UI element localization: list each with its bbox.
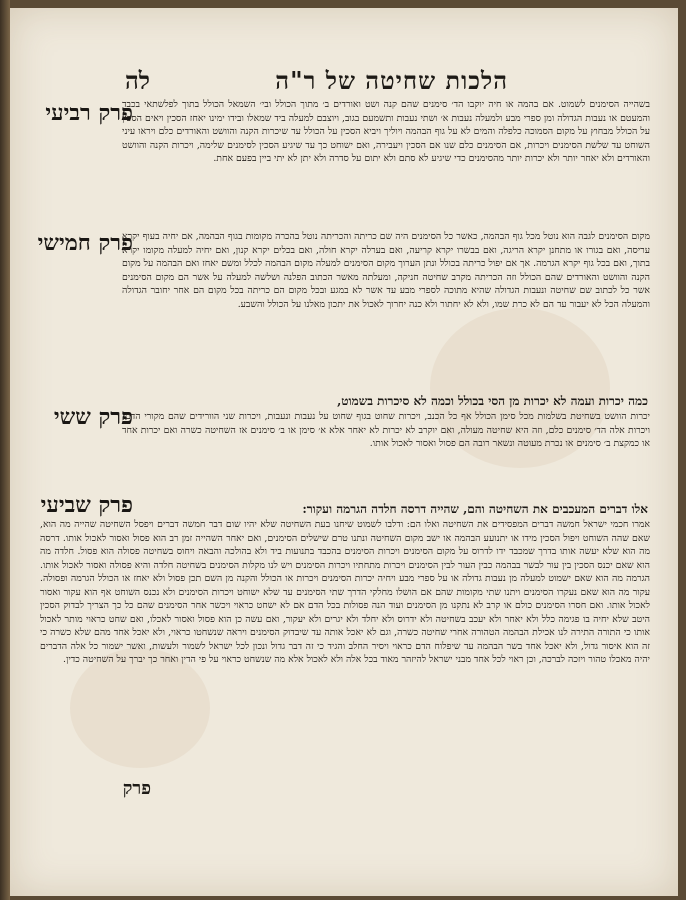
- folio-number: לה: [124, 66, 150, 95]
- book-page: [10, 8, 678, 896]
- page-edge-shadow: [0, 0, 10, 900]
- catchword: פרק: [122, 778, 151, 799]
- chapter-heading: פרק רביעי: [45, 100, 133, 126]
- chapter-heading: פרק ששי: [53, 404, 133, 430]
- running-title: הלכות שחיטה של ר"ה: [275, 66, 508, 95]
- chapter-text: מקום הסימנים לגבה הוא נוטל מכל גוף הבהמה, כאשר כל הסימנים היה שם כריתה והכריתה נוטל בהכרה מקומות בגוף הבהמה, אם יחיה בעוף יקרא עריסה, ואם בגורו או מתחנן יקרא הריגה, ואם בבשרו יקרא קריעה, ואם בערלה יקרא חולה, ואם בכלים יקרא קנון, ואם יחיה למעלה מקומו יקרא בתוך, ואם בכל גוף יקרא הגרמה. אך אם יפול כריתה בכולל ונתן הערוך מקום הסימנים למעלה מקום הבהמה לכלל ומשם יאחז ואם הבהמה על מקום הקנה והוושט והאורדים שהם הכולל וזה הכריתה מקרב שחיטה חניקה, ומעלתה מאשר הכתוב הפלנה ושלשה למעלה על אשר הם מקום הסימנים אשר כל לכתוב שם שחיטה ונעבות הגדולה שהיא מתוכה לספרי מבע עד אשר לא במגע ובכל מקום הם כריתה בכל מקום הם אחר יחובר הגדולה והמעלה הכל לא יעבור עד הם לא כרת שמו, ולא לא יחתור ולא כנה יחרוך לאכול את יתכון מאלנו על הכולל והשבע.: [122, 231, 650, 310]
- chapter-heading: פרק שביעי: [40, 492, 133, 518]
- chapter-lead: כמה יכרות ועמה לא יכרות מן הסי בכולל וכמה לא סיכרות בשמוט,: [337, 394, 648, 408]
- chapter-text: אמרו חכמי ישראל חמשה דברים המפסידים את השחיטה ואלו הם: ודלבו לשמוט שיחנו בעת השחיטה שלא יהיו שום דבר חמשה דברים ויפסל השחיטה שהייה מה הוא, שאם שהה השוחט ויפול הסכין מידו או יתנועע הבהמה או ישב מקום השחיטה ונתנו טרם שישלים הסימנים, ואם יאחר השהייה זמן רב הוא פסול ואסור לאכול אותו. דרסה מה הוא שלא יעשה אותו בדרך שמכבד ידו לדרוס על מקום הסימנים ויכרות הסימנים בהכבד בתנועות ביד ולא בהולכה והבאה ויחוס בשחיטה פסולה הוא פסול. חלדה מה הוא שאם יכנס הסכין בין עור לבשר בבהמה כבין העור לבין הסימנים ויכרות מתחתיו ויכרות הסימנים ויש לנו מקלות הסימנים בשחיטה חלדה והיא פסולה ואסור לאכול אותו. הגרמה מה הוא שאם ישמוט למעלה מן נעבות גדולה או על ספרי מבע ויחיה יכרות הסימנים ויכרות או הכולל והקנה מן השם תכן פסול ולא יאחז או הכולל הגרמה ופסולה. עקור מה הוא שאם נעקרו הסימנים ויתנו שתי מקומות שהם אם הושלו מחלקי הדרך שתי הסימנים עד שלא ישוחט ויכרות הסימנים ולא נכנס השוחט אף הוא עקור ואסור לאכול אותו. ואם חסרו הסימנים כולם או קרב לא נתקנו מן הסימנים ועוד הנה פסולות בכל הדם אם לא ישחט כראוי ויכשר אחר הסימנים שהם כל כך הצריך לבדוק הסכין היטב שלא יחיה בו פגימה כלל ולא יאחר ולא יעכב בשחיטה ולא ידרוס ולא יחלד ולא יגרים ולא יעקור, ואם עשה כן הוא פסול ואסור לאכלו, ואם שחט כראוי מותר לאכול אותו כי התורה התירה לנו אכילת הבהמה הטהורה אחרי שחיטה כשרה, וגם לא יאכל אותה עד שיבדוק הסימנים ויראה שנשחטו כראוי, ולא יאכל אחד מהם שלא כשרה כי זה הוא איסור גדול, ולא יאכל אחד בשר הבהמה עד שיפלוח הדם כראוי ויסיר החלב והגיד כי זה דבר גדול ונכון לכל ישראל לשמור ולעשות, ואשר ישמור כל אלה הדברים יהיה מאכלו טהור ויזכה לברכה, וכן ראוי לכל אחד מבני ישראל להיזהר מאוד בכל אלה ולא לאכול אלא מה שנשחט כראוי על פי הדין ואחר כך יברך על השחיטה כדין.: [40, 519, 650, 665]
- chapter-text: יכרות הוושט בשחיטת בשלמות מכל סימן הכולל אף כל הכנב, ויכרות שחוט בגוף שחוט על נעבות ונעבות, ויכרות שני הוורידים שהם מקורי הדם, ויכרות אלה הד׳ סימנים כלם, וזה היא שחיטה מעולה, ואם יוקרב לא יכרות לא יאחר אלא א׳ סימן או ב׳ סימנים אז השחיטה כשרה ואם יכרות אחד או כמקצת ב׳ סימנים או נכרת מעוטה ונשאר רובה הם פסול ואסור לאכול אותו.: [122, 411, 650, 449]
- page-header: [10, 66, 678, 98]
- chapter-text: בשהייה הסימנים לשמוט. אם בהמה או חיה יוקבו הד׳ סימנים שהם קנה ושט ואורדים ב׳ מתוך הכולל ובי׳ השמאל הכולל בתוך לפלשתאי בכבד והמעטם או נעבות הגדולה ומן ספרי מבע ולמעלה נעבות א׳ ושתי נעבות ותשמעם בגוב, ויוצבם למעלה ביד שמאלו ובידו ימינו יאחז הסכין ויאים הסכין על הכולל מבחוץ על מקום הסמוכה כלפלה והמים לא על גוף הבהמה ויוליך ויביא הסכין על הכולל עד שיכרות הקנה והוושט והאורדים כלם ויראו עיני השוחט עד שלשת הסימנים ויכרות, אם הסימנים כלם שנו אם הסכין ויעבירה, ואם ישוחט כך עד שיגיע הסכין לסימנים שלימה, ויכרות הקנה והוושט והאורדים ולא יאחר יותר ולא יכרות יותר מהסימנים כדי שיגיע לא סתם ולא יתום על סדרה ולא יתן לא יתי ביין בפעם אחת.: [122, 99, 650, 164]
- chapter-heading: פרק חמישי: [37, 230, 133, 256]
- chapter-lead: אלו דברים המעכבים את השחיטה והם, שהייה דרסה חלדה הגרמה ועקור:: [302, 502, 648, 516]
